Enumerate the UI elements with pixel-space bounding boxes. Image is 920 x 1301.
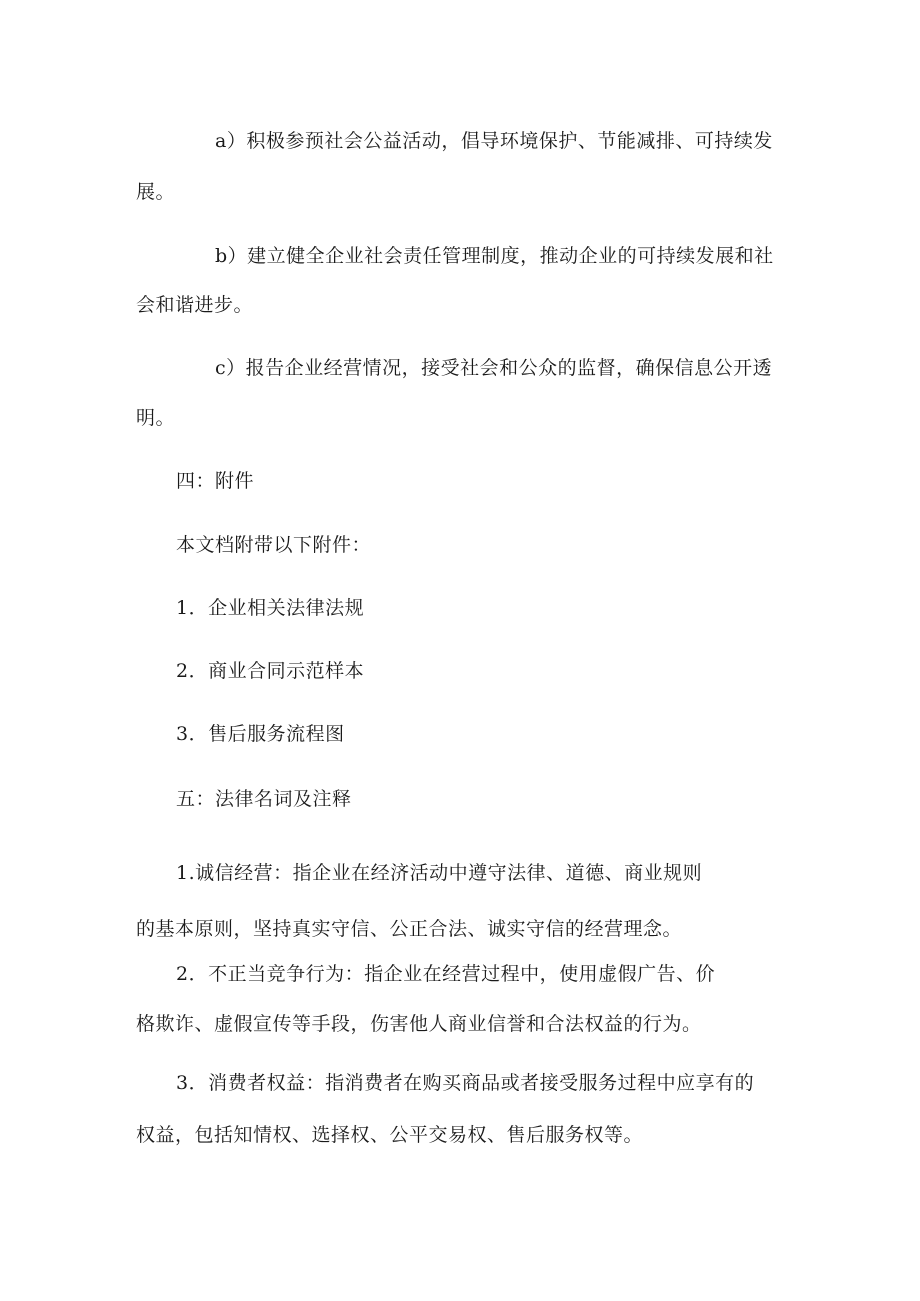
term-2-line-2: 格欺诈、虚假宣传等手段，伤害他人商业信誉和合法权益的行为。 (136, 1013, 702, 1035)
attachment-item: 3．售后服务流程图 (176, 723, 345, 745)
section-4-intro: 本文档附带以下附件： (176, 534, 372, 556)
item-b-line-2: 会和谐进步。 (136, 294, 254, 316)
item-a-line-1: a）积极参预社会公益活动，倡导环境保护、节能减排、可持续发 (215, 130, 773, 152)
term-3-line-1: 3．消费者权益：指消费者在购买商品或者接受服务过程中应享有的 (176, 1072, 755, 1094)
section-4-heading: 四：附件 (176, 470, 255, 492)
item-a-line-2: 展。 (136, 181, 176, 203)
section-5-heading: 五：法律名词及注释 (176, 788, 352, 810)
term-2-line-1: 2．不正当竞争行为：指企业在经营过程中，使用虚假广告、价 (176, 963, 716, 985)
term-1-line-1: 1.诚信经营：指企业在经济活动中遵守法律、道德、商业规则 (176, 862, 703, 884)
item-c-line-1: c）报告企业经营情况，接受社会和公众的监督，确保信息公开透 (215, 357, 773, 379)
item-c-line-2: 明。 (136, 407, 176, 429)
term-1-line-2: 的基本原则，坚持真实守信、公正合法、诚实守信的经营理念。 (136, 918, 683, 940)
attachment-item: 2．商业合同示范样本 (176, 660, 365, 682)
item-b-line-1: b）建立健全企业社会责任管理制度，推动企业的可持续发展和社 (215, 245, 774, 267)
term-3-line-2: 权益，包括知情权、选择权、公平交易权、售后服务权等。 (136, 1124, 644, 1146)
attachment-item: 1．企业相关法律法规 (176, 597, 365, 619)
